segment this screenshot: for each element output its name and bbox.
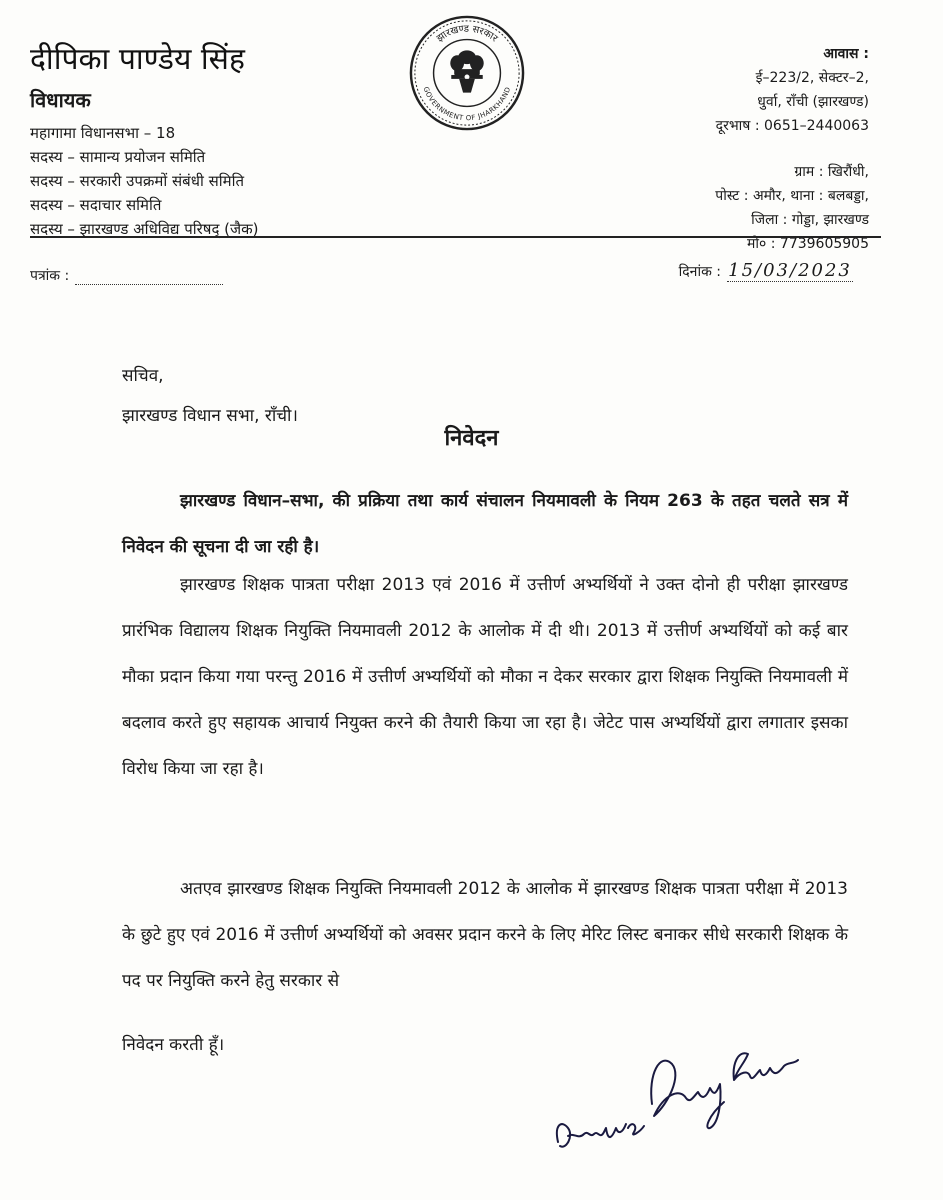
phone-number: दूरभाष : 0651–2440063 xyxy=(715,118,869,134)
date-field xyxy=(679,260,853,282)
membership-line: सदस्य – झारखण्ड अधिविद्य परिषद् (जैक) xyxy=(30,220,259,238)
membership-line: सदस्य – सदाचार समिति xyxy=(30,196,162,214)
date-label: दिनांक : xyxy=(678,264,721,280)
addressee-title: सचिव, xyxy=(122,366,164,386)
intro-paragraph: झारखण्ड विधान–सभा, की प्रक्रिया तथा कार्य संचालन नियमावली के नियम 263 के तहत चलते सत्र में निवेदन की सूचना दी जा रही है। xyxy=(122,491,848,557)
residence-line: ई–223/2, सेक्टर–2, xyxy=(755,70,869,86)
letterhead-right-address xyxy=(649,42,869,256)
handwritten-signature-icon xyxy=(548,1024,828,1164)
residence-line: धुर्वा, राँची (झारखण्ड) xyxy=(757,94,869,110)
svg-text:झारखण्ड सरकार: झारखण्ड सरकार xyxy=(434,23,500,45)
reference-field xyxy=(30,266,223,285)
request-paragraph: अतएव झारखण्ड शिक्षक नियुक्ति नियमावली 2012 के आलोक में झारखण्ड शिक्षक पात्रता परीक्षा में 2013 के छुटे हुए एवं 2016 में उत्तीर्ण अभ्यर्थियों को अवसर प्रदान करने के लिए मेरिट लिस्ट बनाकर सीधे सरकारी शिक्षक के पद पर नियुक्ति करने हेतु सरकार से xyxy=(122,879,848,991)
residence-label: आवास : xyxy=(823,46,869,62)
addressee-office: झारखण्ड विधान सभा, राँची। xyxy=(122,406,298,426)
village-line: ग्राम : खिरौंधी, xyxy=(794,164,869,180)
constituency-line: महागामा विधानसभा – 18 xyxy=(30,124,176,142)
header-divider xyxy=(30,236,881,238)
membership-line: सदस्य – सामान्य प्रयोजन समिति xyxy=(30,148,206,166)
reference-blank xyxy=(75,270,223,285)
membership-line: सदस्य – सरकारी उपक्रमों संबंधी समिति xyxy=(30,172,245,190)
subject-heading: निवेदन xyxy=(444,426,499,451)
government-of-jharkhand-seal-icon xyxy=(408,14,526,132)
district-line: जिला : गोड्डा, झारखण्ड xyxy=(751,212,869,228)
svg-text:GOVERNMENT OF JHARKHAND: GOVERNMENT OF JHARKHAND xyxy=(421,85,513,123)
letterhead-left xyxy=(30,40,420,241)
mla-name: दीपिका पाण्डेय सिंह xyxy=(30,42,245,77)
mla-designation: विधायक xyxy=(30,88,91,112)
post-line: पोस्ट : अमौर, थाना : बलबड्डा, xyxy=(715,188,869,204)
mobile-number: मो० : 7739605905 xyxy=(747,236,869,252)
closing-line: निवेदन करती हूँ। xyxy=(122,1035,225,1055)
date-value: 15/03/2023 xyxy=(728,260,852,281)
body-paragraph: झारखण्ड शिक्षक पात्रता परीक्षा 2013 एवं 2016 में उत्तीर्ण अभ्यर्थियों ने उक्त दोनो ही परीक्षा झारखण्ड प्रारंभिक विद्यालय शिक्षक नियुक्ति नियमावली 2012 के आलोक में दी थी। 2013 में उत्तीर्ण अभ्यर्थियों को कई बार मौका प्रदान किया गया परन्तु 2016 में उत्तीर्ण अभ्यर्थियों को मौका न देकर सरकार द्वारा शिक्षक नियुक्ति नियमावली में बदलाव करते हुए सहायक आचार्य नियुक्त करने की तैयारी किया जा रहा है। जेटेट पास अभ्यर्थियों द्वारा लगातार इसका विरोध किया जा रहा है। xyxy=(122,575,848,779)
reference-label: पत्रांक : xyxy=(30,268,70,284)
